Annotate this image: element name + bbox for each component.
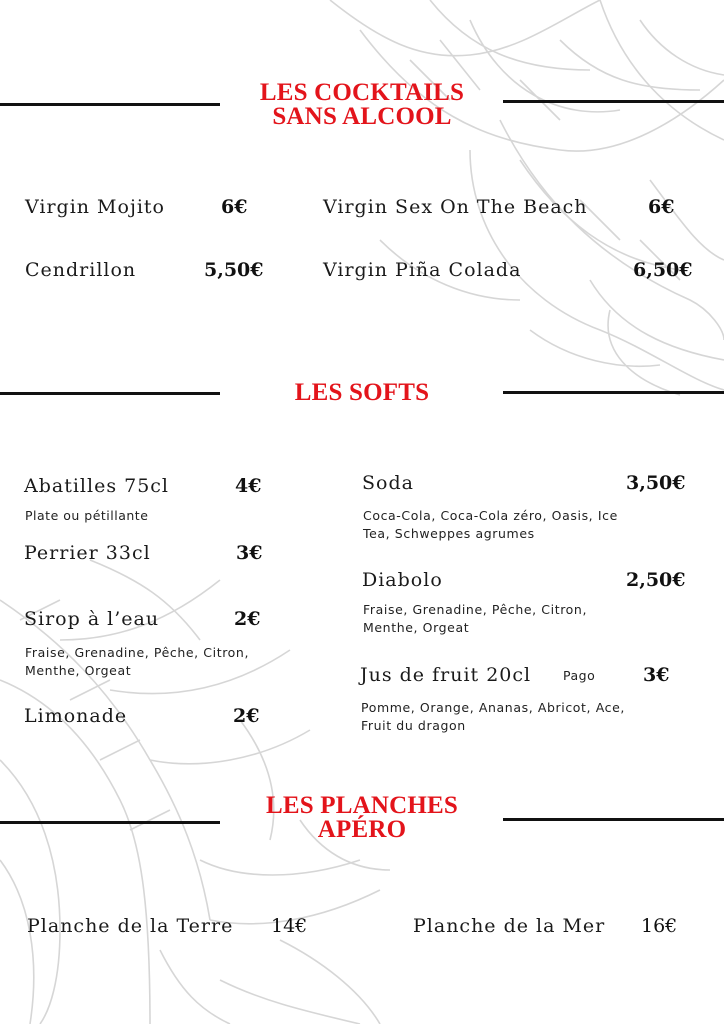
- menu-item-name: Jus de fruit 20cl: [360, 664, 532, 686]
- divider-left: [0, 392, 220, 395]
- divider-right: [503, 100, 724, 103]
- menu-item-price: 16€: [641, 915, 678, 937]
- menu-item-price: 3€: [643, 664, 670, 686]
- menu-item-name: Perrier 33cl: [24, 542, 151, 564]
- section-title-planches: LES PLANCHES APÉRO: [265, 792, 459, 843]
- menu-item-price: 6,50€: [633, 259, 693, 281]
- menu-item-price: 5,50€: [204, 259, 264, 281]
- menu-item-description: Fraise, Grenadine, Pêche, Citron, Menthe, Orgeat: [363, 602, 588, 635]
- section-title-softs: LES SOFTS: [294, 379, 430, 406]
- menu-item-name: Planche de la Terre: [27, 915, 234, 937]
- divider-left: [0, 821, 220, 824]
- section-title-cocktails: LES COCKTAILS SANS ALCOOL: [259, 79, 465, 130]
- menu-item-tag: Pago: [563, 668, 596, 683]
- menu-item-name: Soda: [362, 472, 414, 494]
- menu-item-price: 2,50€: [626, 569, 686, 591]
- menu-item-price: 6€: [221, 196, 248, 218]
- menu-item-price: 4€: [235, 475, 262, 497]
- divider-right: [503, 818, 724, 821]
- menu-item-price: 2€: [233, 705, 260, 727]
- menu-item-price: 2€: [234, 608, 261, 630]
- menu-item-name: Sirop à l’eau: [24, 608, 160, 630]
- menu-item-name: Abatilles 75cl: [24, 475, 170, 497]
- divider-left: [0, 103, 220, 106]
- menu-item-name: Diabolo: [362, 569, 443, 591]
- menu-item-price: 14€: [271, 915, 308, 937]
- menu-item-name: Virgin Sex On The Beach: [323, 196, 588, 218]
- menu-item-description: Coca-Cola, Coca-Cola zéro, Oasis, Ice Tea, Schweppes agrumes: [363, 508, 618, 541]
- divider-right: [503, 391, 724, 394]
- menu-item-price: 3€: [236, 542, 263, 564]
- menu-item-description: Pomme, Orange, Ananas, Abricot, Ace, Fruit du dragon: [361, 700, 625, 733]
- menu-item-name: Limonade: [24, 705, 128, 727]
- menu-item-name: Cendrillon: [25, 259, 137, 281]
- menu-item-price: 6€: [648, 196, 675, 218]
- menu-item-price: 3,50€: [626, 472, 686, 494]
- menu-item-name: Virgin Piña Colada: [323, 259, 522, 281]
- menu-item-name: Virgin Mojito: [25, 196, 165, 218]
- menu-item-description: Fraise, Grenadine, Pêche, Citron, Menthe, Orgeat: [25, 645, 250, 678]
- menu-item-description: Plate ou pétillante: [25, 508, 149, 523]
- menu-item-name: Planche de la Mer: [413, 915, 606, 937]
